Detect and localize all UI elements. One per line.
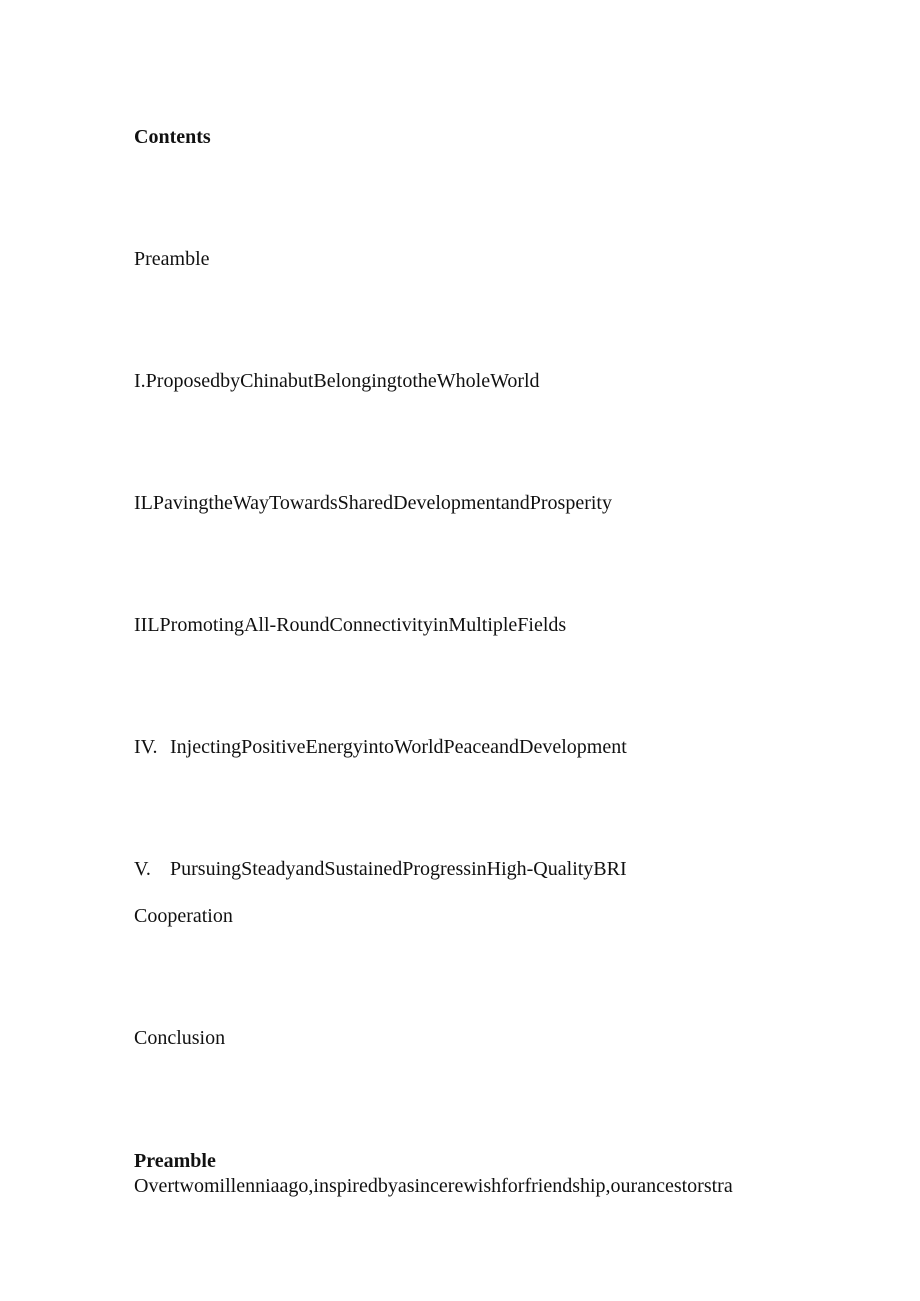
preamble-heading: Preamble <box>134 1150 216 1172</box>
toc-entry-4-text: InjectingPositiveEnergyintoWorldPeaceandDevelopment <box>170 736 627 758</box>
toc-entry-conclusion: Conclusion <box>134 1027 226 1049</box>
toc-entry-5-continuation: Cooperation <box>134 905 233 927</box>
toc-entry-2: ILPavingtheWayTowardsSharedDevelopmentandProsperity <box>134 492 612 514</box>
toc-entry-5-numeral: V. <box>134 858 151 880</box>
toc-entry-1: I.ProposedbyChinabutBelongingtotheWholeWorld <box>134 370 540 392</box>
toc-entry-5-text: PursuingSteadyandSustainedProgressinHigh-QualityBRI <box>170 858 627 880</box>
toc-entry-4 <box>134 735 627 759</box>
toc-entry-4-numeral: IV. <box>134 736 158 758</box>
toc-entry-5 <box>134 857 627 881</box>
toc-entry-3: IILPromotingAll-RoundConnectivityinMultipleFields <box>134 614 567 636</box>
preamble-first-line: Overtwomillenniaago,inspiredbyasincerewishforfriendship,ourancestorstra <box>134 1175 733 1197</box>
contents-heading: Contents <box>134 126 211 148</box>
toc-entry-preamble: Preamble <box>134 248 210 270</box>
